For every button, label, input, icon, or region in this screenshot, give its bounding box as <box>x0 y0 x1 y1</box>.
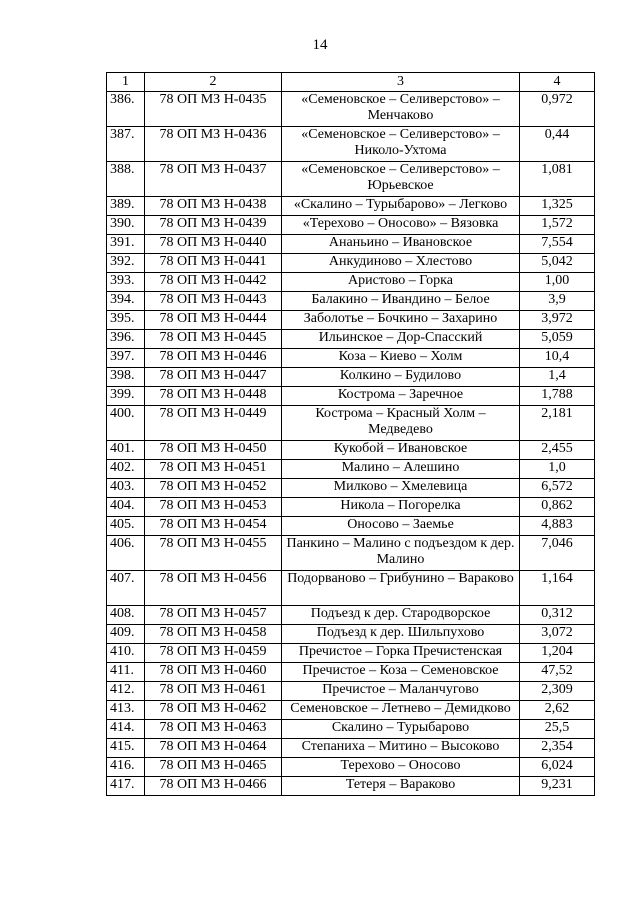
road-code: 78 ОП МЗ Н-0464 <box>145 739 282 758</box>
road-length: 1,0 <box>520 460 595 479</box>
row-number: 408. <box>107 606 145 625</box>
road-length: 2,62 <box>520 701 595 720</box>
road-length: 7,046 <box>520 536 595 571</box>
row-number: 399. <box>107 387 145 406</box>
road-name: Коза – Киево – Холм <box>282 349 520 368</box>
road-name: Панкино – Малино с подъездом к дер. Малино <box>282 536 520 571</box>
road-name: «Семеновское – Селиверстово» – Юрьевское <box>282 162 520 197</box>
table-row <box>107 197 595 216</box>
road-code: 78 ОП МЗ Н-0452 <box>145 479 282 498</box>
row-number: 402. <box>107 460 145 479</box>
road-name: «Скалино – Турыбарово» – Легково <box>282 197 520 216</box>
road-length: 1,788 <box>520 387 595 406</box>
row-number: 414. <box>107 720 145 739</box>
road-length: 1,081 <box>520 162 595 197</box>
road-name: Семеновское – Летнево – Демидково <box>282 701 520 720</box>
road-name: Тетеря – Вараково <box>282 777 520 796</box>
row-number: 403. <box>107 479 145 498</box>
header-cell-2: 2 <box>145 73 282 92</box>
road-name: Подорваново – Грибунино – Вараково <box>282 571 520 606</box>
road-length: 0,312 <box>520 606 595 625</box>
road-length: 0,44 <box>520 127 595 162</box>
row-number: 409. <box>107 625 145 644</box>
table-row <box>107 571 595 606</box>
road-length: 7,554 <box>520 235 595 254</box>
road-length: 2,354 <box>520 739 595 758</box>
road-code: 78 ОП МЗ Н-0446 <box>145 349 282 368</box>
road-code: 78 ОП МЗ Н-0449 <box>145 406 282 441</box>
road-code: 78 ОП МЗ Н-0455 <box>145 536 282 571</box>
table-row <box>107 460 595 479</box>
table-row <box>107 479 595 498</box>
road-length: 6,572 <box>520 479 595 498</box>
header-cell-3: 3 <box>282 73 520 92</box>
road-code: 78 ОП МЗ Н-0463 <box>145 720 282 739</box>
road-length: 5,059 <box>520 330 595 349</box>
table-row <box>107 216 595 235</box>
road-name: Скалино – Турыбарово <box>282 720 520 739</box>
row-number: 389. <box>107 197 145 216</box>
table-row <box>107 606 595 625</box>
table-row <box>107 127 595 162</box>
road-code: 78 ОП МЗ Н-0458 <box>145 625 282 644</box>
row-number: 392. <box>107 254 145 273</box>
road-length: 2,181 <box>520 406 595 441</box>
road-length: 3,972 <box>520 311 595 330</box>
road-code: 78 ОП МЗ Н-0443 <box>145 292 282 311</box>
table-row <box>107 720 595 739</box>
road-name: Подъезд к дер. Шильпухово <box>282 625 520 644</box>
road-name: Ананьино – Ивановское <box>282 235 520 254</box>
row-number: 404. <box>107 498 145 517</box>
road-name: Аристово – Горка <box>282 273 520 292</box>
row-number: 387. <box>107 127 145 162</box>
road-code: 78 ОП МЗ Н-0465 <box>145 758 282 777</box>
table-row <box>107 235 595 254</box>
row-number: 412. <box>107 682 145 701</box>
road-name: Кострома – Красный Холм – Медведево <box>282 406 520 441</box>
road-code: 78 ОП МЗ Н-0436 <box>145 127 282 162</box>
road-code: 78 ОП МЗ Н-0461 <box>145 682 282 701</box>
table-row <box>107 273 595 292</box>
table-row <box>107 254 595 273</box>
road-code: 78 ОП МЗ Н-0441 <box>145 254 282 273</box>
table-row <box>107 92 595 127</box>
road-code: 78 ОП МЗ Н-0453 <box>145 498 282 517</box>
road-length: 6,024 <box>520 758 595 777</box>
row-number: 391. <box>107 235 145 254</box>
road-name: Кострома – Заречное <box>282 387 520 406</box>
row-number: 395. <box>107 311 145 330</box>
row-number: 400. <box>107 406 145 441</box>
row-number: 417. <box>107 777 145 796</box>
table-row <box>107 441 595 460</box>
row-number: 397. <box>107 349 145 368</box>
table-row <box>107 758 595 777</box>
road-code: 78 ОП МЗ Н-0462 <box>145 701 282 720</box>
road-code: 78 ОП МЗ Н-0460 <box>145 663 282 682</box>
road-code: 78 ОП МЗ Н-0448 <box>145 387 282 406</box>
row-number: 396. <box>107 330 145 349</box>
table-row <box>107 498 595 517</box>
road-code: 78 ОП МЗ Н-0438 <box>145 197 282 216</box>
road-name: Колкино – Будилово <box>282 368 520 387</box>
road-code: 78 ОП МЗ Н-0439 <box>145 216 282 235</box>
road-code: 78 ОП МЗ Н-0442 <box>145 273 282 292</box>
road-length: 3,9 <box>520 292 595 311</box>
road-name: Кукобой – Ивановское <box>282 441 520 460</box>
road-name: Пречистое – Маланчугово <box>282 682 520 701</box>
roads-table <box>106 72 595 796</box>
road-code: 78 ОП МЗ Н-0435 <box>145 92 282 127</box>
table-row <box>107 625 595 644</box>
row-number: 394. <box>107 292 145 311</box>
row-number: 388. <box>107 162 145 197</box>
road-length: 2,455 <box>520 441 595 460</box>
road-name: «Семеновское – Селиверстово» – Менчаково <box>282 92 520 127</box>
road-code: 78 ОП МЗ Н-0437 <box>145 162 282 197</box>
table-row <box>107 387 595 406</box>
road-code: 78 ОП МЗ Н-0447 <box>145 368 282 387</box>
road-length: 1,164 <box>520 571 595 606</box>
road-name: Малино – Алешино <box>282 460 520 479</box>
road-name: Анкудиново – Хлестово <box>282 254 520 273</box>
table-row <box>107 517 595 536</box>
row-number: 416. <box>107 758 145 777</box>
road-length: 3,072 <box>520 625 595 644</box>
table-row <box>107 330 595 349</box>
road-name: Подъезд к дер. Стародворское <box>282 606 520 625</box>
table-row <box>107 739 595 758</box>
road-code: 78 ОП МЗ Н-0444 <box>145 311 282 330</box>
row-number: 411. <box>107 663 145 682</box>
table-row <box>107 663 595 682</box>
row-number: 406. <box>107 536 145 571</box>
road-length: 4,883 <box>520 517 595 536</box>
table-row <box>107 536 595 571</box>
table-row <box>107 292 595 311</box>
row-number: 401. <box>107 441 145 460</box>
road-length: 1,325 <box>520 197 595 216</box>
row-number: 415. <box>107 739 145 758</box>
road-name: Оносово – Заемье <box>282 517 520 536</box>
road-name: «Семеновское – Селиверстово» – Николо-Ухтома <box>282 127 520 162</box>
road-length: 9,231 <box>520 777 595 796</box>
table-row <box>107 349 595 368</box>
table-row <box>107 368 595 387</box>
road-code: 78 ОП МЗ Н-0440 <box>145 235 282 254</box>
road-length: 47,52 <box>520 663 595 682</box>
road-name: Ильинское – Дор-Спасский <box>282 330 520 349</box>
table-row <box>107 777 595 796</box>
road-length: 0,862 <box>520 498 595 517</box>
road-length: 5,042 <box>520 254 595 273</box>
table-row <box>107 701 595 720</box>
road-length: 0,972 <box>520 92 595 127</box>
road-code: 78 ОП МЗ Н-0451 <box>145 460 282 479</box>
road-name: Пречистое – Коза – Семеновское <box>282 663 520 682</box>
road-name: Заболотье – Бочкино – Захарино <box>282 311 520 330</box>
road-name: Степаниха – Митино – Высоково <box>282 739 520 758</box>
road-name: Никола – Погорелка <box>282 498 520 517</box>
row-number: 410. <box>107 644 145 663</box>
table-row <box>107 682 595 701</box>
row-number: 393. <box>107 273 145 292</box>
table-row <box>107 311 595 330</box>
row-number: 386. <box>107 92 145 127</box>
road-length: 1,00 <box>520 273 595 292</box>
row-number: 407. <box>107 571 145 606</box>
table-row <box>107 162 595 197</box>
road-code: 78 ОП МЗ Н-0457 <box>145 606 282 625</box>
table-header-row <box>107 73 595 92</box>
road-length: 1,4 <box>520 368 595 387</box>
header-cell-4: 4 <box>520 73 595 92</box>
row-number: 413. <box>107 701 145 720</box>
row-number: 398. <box>107 368 145 387</box>
road-name: Балакино – Ивандино – Белое <box>282 292 520 311</box>
road-length: 10,4 <box>520 349 595 368</box>
road-length: 1,204 <box>520 644 595 663</box>
road-name: Терехово – Оносово <box>282 758 520 777</box>
road-name: Пречистое – Горка Пречистенская <box>282 644 520 663</box>
road-length: 25,5 <box>520 720 595 739</box>
road-code: 78 ОП МЗ Н-0456 <box>145 571 282 606</box>
road-code: 78 ОП МЗ Н-0445 <box>145 330 282 349</box>
road-name: «Терехово – Оносово» – Вязовка <box>282 216 520 235</box>
road-name: Милково – Хмелевица <box>282 479 520 498</box>
table-row <box>107 644 595 663</box>
road-code: 78 ОП МЗ Н-0459 <box>145 644 282 663</box>
road-length: 2,309 <box>520 682 595 701</box>
road-length: 1,572 <box>520 216 595 235</box>
row-number: 390. <box>107 216 145 235</box>
table-row <box>107 406 595 441</box>
row-number: 405. <box>107 517 145 536</box>
table-body <box>107 92 595 796</box>
road-code: 78 ОП МЗ Н-0450 <box>145 441 282 460</box>
page-number: 14 <box>312 37 328 53</box>
road-code: 78 ОП МЗ Н-0466 <box>145 777 282 796</box>
road-code: 78 ОП МЗ Н-0454 <box>145 517 282 536</box>
header-cell-1: 1 <box>107 73 145 92</box>
